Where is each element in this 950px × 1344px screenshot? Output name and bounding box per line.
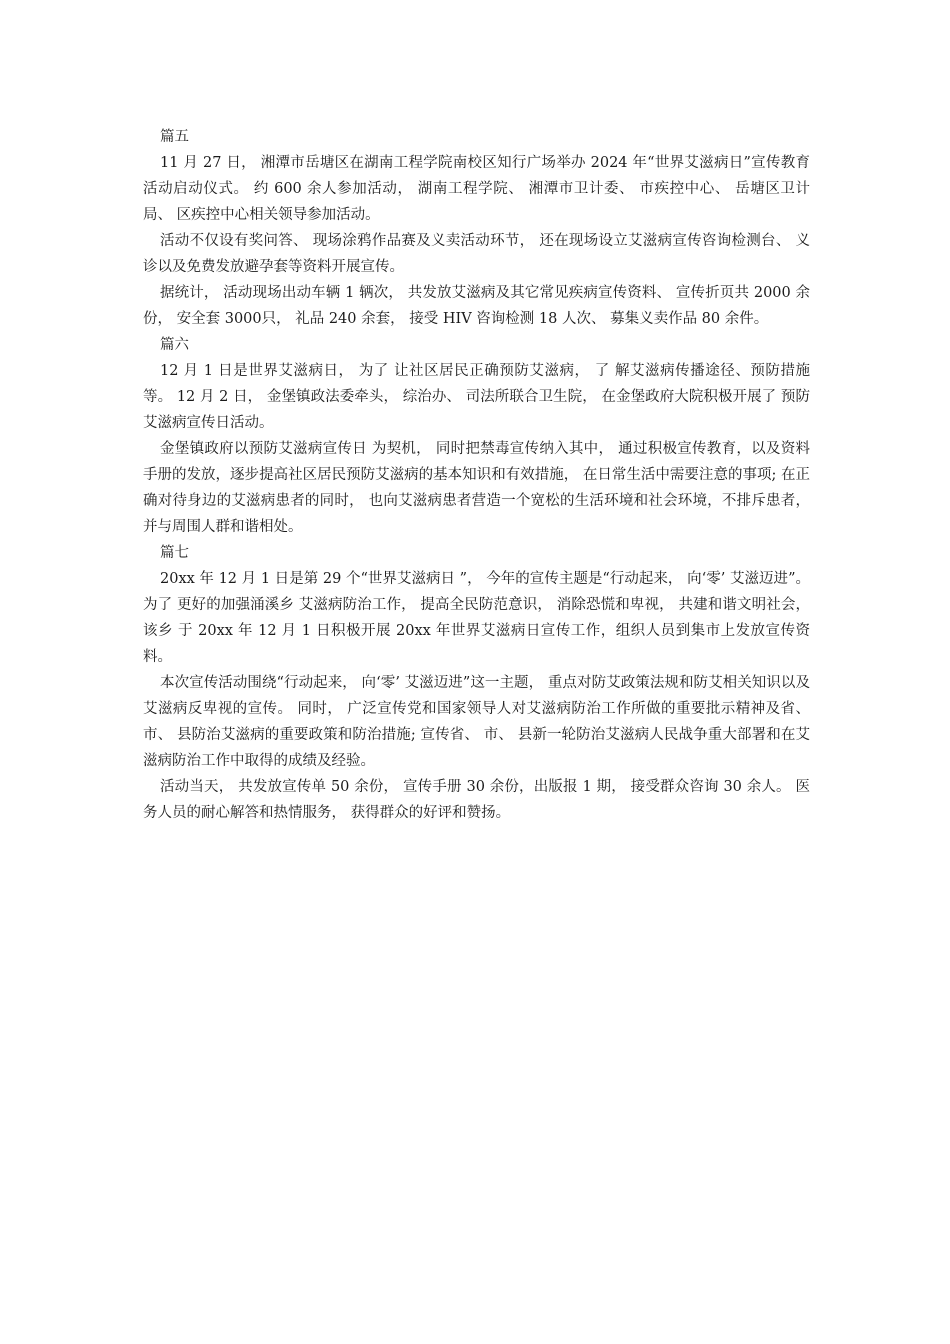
section-heading: 篇五 xyxy=(160,129,189,145)
section-heading: 篇六 xyxy=(160,337,189,353)
paragraph: 金堡镇政府以预防艾滋病宣传日 为契机， 同时把禁毒宣传纳入其中， 通过积极宣传教育，以及资料手册的发放，逐步提高社区居民预防艾滋病的基本知识和有效措施， 在日常生活中需要注意的事项; 在正确对待身边的艾滋病患者的同时， 也向艾滋病患者营造一个宽松的生活环境和社会环境，不排斥患者， 并与周围人群和谐相处。 xyxy=(143,441,810,535)
paragraph: 20xx 年 12 月 1 日是第 29 个“世界艾滋病日 ”， 今年的宣传主题是“行动起来， 向‘零’ 艾滋迈进”。 为了 更好的加强涌溪乡 艾滋病防治工作， 提高全民防范意识， 消除恐慌和卑视， 共建和谐文明社会， 该乡 于 20xx 年 12 月 1 日积极开展 20xx 年世界艾滋病日宣传工作，组织人员到集市上发放宣传资料。 xyxy=(143,571,810,665)
section-6 xyxy=(143,332,810,540)
paragraph: 本次宣传活动围绕“行动起来， 向‘零’ 艾滋迈进”这一主题， 重点对防艾政策法规和防艾相关知识以及艾滋病反卑视的宣传。 同时， 广泛宣传党和国家领导人对艾滋病防治工作所做的重要批示精神及省、 市、 县防治艾滋病的重要政策和防治措施; 宣传省、 市、 县新一轮防治艾滋病人民战争重大部署和在艾滋病防治工作中取得的成绩及经验。 xyxy=(143,675,810,769)
paragraph: 11 月 27 日， 湘潭市岳塘区在湖南工程学院南校区知行广场举办 2024 年“世界艾滋病日”宣传教育活动启动仪式。 约 600 余人参加活动， 湖南工程学院、 湘潭市卫计委、 市疾控中心、 岳塘区卫计局、 区疾控中心相关领导参加活动。 xyxy=(143,155,810,223)
section-5 xyxy=(143,124,810,332)
document-page xyxy=(143,124,810,826)
paragraph: 据统计， 活动现场出动车辆 1 辆次， 共发放艾滋病及其它常见疾病宣传资料、 宣传折页共 2000 余份， 安全套 3000只， 礼品 240 余套， 接受 HIV 咨询检测 18 人次、 募集义卖作品 80 余件。 xyxy=(143,285,810,327)
section-7 xyxy=(143,540,810,826)
paragraph: 12 月 1 日是世界艾滋病日， 为了 让社区居民正确预防艾滋病， 了 解艾滋病传播途径、预防措施等。 12 月 2 日， 金堡镇政法委牵头， 综治办、 司法所联合卫生院， 在金堡政府大院积极开展了 预防艾滋病宣传日活动。 xyxy=(143,363,810,431)
paragraph: 活动不仅设有奖问答、 现场涂鸦作品赛及义卖活动环节， 还在现场设立艾滋病宣传咨询检测台、 义诊以及免费发放避孕套等资料开展宣传。 xyxy=(143,233,810,275)
section-heading: 篇七 xyxy=(160,545,189,561)
paragraph: 活动当天， 共发放宣传单 50 余份， 宣传手册 30 余份，出版报 1 期， 接受群众咨询 30 余人。 医务人员的耐心解答和热情服务， 获得群众的好评和赞扬。 xyxy=(143,779,810,821)
